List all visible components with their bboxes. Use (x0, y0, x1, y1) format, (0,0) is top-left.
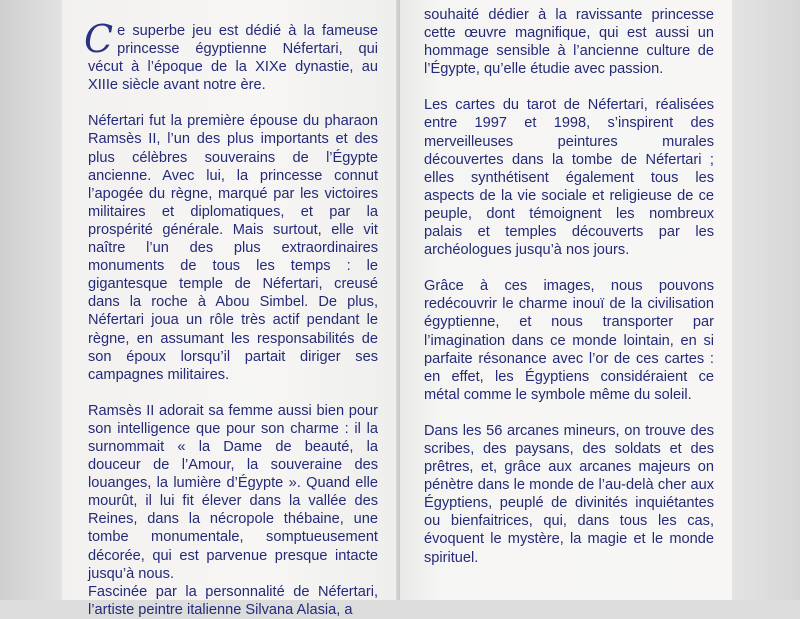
left-paragraph-1 (84, 17, 378, 94)
right-page-text (424, 6, 714, 567)
right-paragraph-2: Les cartes du tarot de Néfertari, réalisées entre 1997 et 1998, s’inspirent des merveilleuses peintures murales découvertes dans la tombe de Néfertari ; elles synthétisent également tous les aspects de la vie sociale et religieuse de ce peuple, dont témoignent les nombreux palais et temples découverts par les archéologues jusqu’à nos jours. (424, 97, 714, 259)
background-left (0, 0, 62, 600)
right-paragraph-1: souhaité dédier à la ravissante princesse cette œuvre magnifique, qui est aussi un hommage sensible à l’ancienne culture de l’Égypte, qu’elle étudie avec passion. (424, 7, 714, 78)
right-paragraph-4: Dans les 56 arcanes mineurs, on trouve des scribes, des paysans, des soldats et des prêtres, et, grâce aux arcanes majeurs on pénètre dans le monde de l’au-delà cher aux Égyptiens, peuplé de divinités inquiétantes ou bienfaitrices, qui, dans tous les cas, évoquent le mystère, la magie et le monde spirituel. (424, 422, 714, 566)
left-page (62, 0, 398, 618)
right-paragraph-3: Grâce à ces images, nous pouvons redécouvrir le charme inouï de la civilisation égyptienne, et nous transporter par l’imagination dans ce monde lointain, en si parfaite résonance avec l’or de ces cartes : en effet, les Égyptiens considéraient ce métal comme le symbole même du soleil. (424, 278, 714, 403)
left-page-text (84, 17, 378, 619)
left-paragraph-2: Néfertari fut la première épouse du pharaon Ramsès II, l’un des plus importants et des plus célèbres souverains de l’Égypte ancienne. Avec lui, la princesse connut l’apogée du règne, marqué par les victoires militaires et diplomatiques, et par la prospérité générale. Mais surtout, elle vit naître l’un des plus extraordinaires monuments de tous les temps : le gigantesque temple de Néfertari, creusé dans la roche à Abou Simbel. De plus, Néfertari joua un rôle très actif pendant le règne, en assumant les responsabilités de son époux lorsqu’il partait diriger ses campagnes militaires. (88, 113, 378, 383)
drop-cap-letter: C (84, 17, 114, 61)
right-page (400, 0, 732, 600)
left-paragraph-4: Fascinée par la personnalité de Néfertari, l’artiste peintre italienne Silvana Alasia, a (88, 583, 378, 618)
left-paragraph-3: Ramsès II adorait sa femme aussi bien pour son intelligence que pour son charme : il la surnommait « la Dame de beauté, la douceur de l’Amour, la souveraine des louanges, la lumière d’Égypte ». Quand elle mourût, il lui fit élever dans la vallée des Reines, dans la nécropole thébaine, une tombe monumentale, somptueusement décorée, qui est parvenue presque intacte jusqu’à nous. (88, 402, 378, 582)
background-right (730, 0, 800, 600)
left-paragraph-1-text: e superbe jeu est dédié à la fameuse princesse égyptienne Néfertari, qui vécut à l’époque de la XIXe dynastie, au XIIIe siècle avant notre ère. (88, 23, 378, 94)
